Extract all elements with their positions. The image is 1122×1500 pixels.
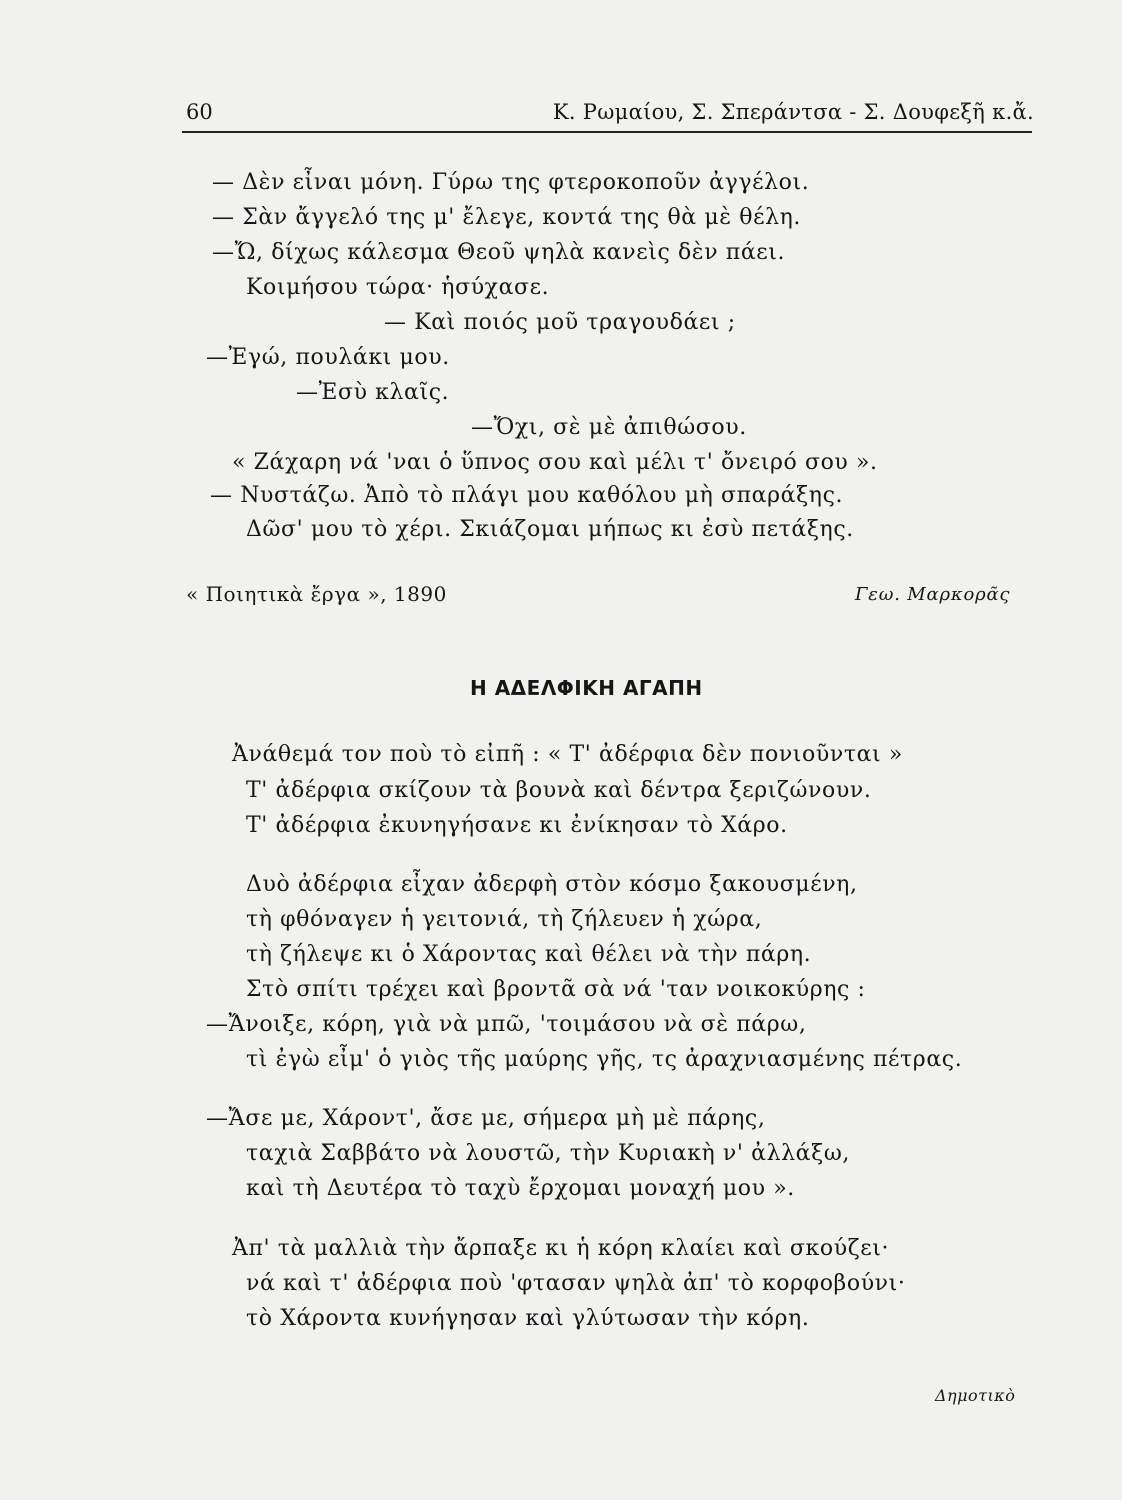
header-rule — [182, 131, 1032, 133]
poem2-line-3: Τ' ἀδέρφια ἐκυνηγήσανε κι ἐνίκησαν τὸ Χάρο. — [246, 813, 788, 838]
poem2-line-8: —Ἄνοιξε, κόρη, γιὰ νὰ μπῶ, 'τοιμάσου νὰ σὲ πάρω, — [206, 1012, 807, 1037]
poem2-line-11: ταχιὰ Σαββάτο νὰ λουστῶ, τὴν Κυριακὴ ν' ἀλλάξω, — [246, 1141, 850, 1166]
poem2-line-5: τὴ φθόναγεν ἡ γειτονιά, τὴ ζήλευεν ἡ χώρα, — [246, 907, 763, 932]
poem1-line-7: —Ἐσὺ κλαῖς. — [296, 380, 450, 405]
poem2-line-13: Ἀπ' τὰ μαλλιὰ τὴν ἄρπαξε κι ἡ κόρη κλαίει καὶ σκούζει· — [232, 1236, 890, 1261]
poem2-line-7: Στὸ σπίτι τρέχει καὶ βροντᾶ σὰ νά 'ταν νοικοκύρης : — [246, 977, 866, 1002]
poem1-author: Γεω. Μαρκορᾶς — [855, 584, 1011, 605]
poem2-line-14: νά καὶ τ' ἀδέρφια ποὺ 'φτασαν ψηλὰ ἀπ' τὸ κορφοβούνι· — [246, 1271, 906, 1296]
poem1-line-11: Δῶσ' μου τὸ χέρι. Σκιάζομαι μήπως κι ἐσὺ πετάξης. — [246, 517, 854, 542]
poem2-line-15: τὸ Χάροντα κυνήγησαν καὶ γλύτωσαν τὴν κόρη. — [246, 1306, 810, 1331]
poem1-line-10: — Νυστάζω. Ἀπὸ τὸ πλάγι μου καθόλου μὴ σπαράξης. — [210, 483, 844, 508]
page-number: 60 — [186, 100, 213, 124]
poem2-line-10: —Ἄσε με, Χάροντ', ἄσε με, σήμερα μὴ μὲ πάρης, — [206, 1106, 766, 1131]
poem2-line-4: Δυὸ ἀδέρφια εἶχαν ἀδερφὴ στὸν κόσμο ξακουσμένη, — [246, 872, 858, 897]
poem1-line-3: —Ὤ, δίχως κάλεσμα Θεοῦ ψηλὰ κανεὶς δὲν πάει. — [212, 240, 786, 265]
poem2-line-1: Ἀνάθεμά τον ποὺ τὸ εἰπῆ : « Τ' ἀδέρφια δὲν πονιοῦνται » — [232, 742, 903, 767]
poem2-title: Η ΑΔΕΛΦΙΚΗ ΑΓΑΠΗ — [470, 676, 703, 700]
poem1-line-6: —Ἐγώ, πουλάκι μου. — [206, 345, 450, 370]
page-header — [182, 100, 1034, 132]
poem1-line-5: — Καὶ ποιός μοῦ τραγουδάει ; — [384, 310, 736, 335]
poem1-line-8: —Ὄχι, σὲ μὲ ἀπιθώσου. — [471, 415, 747, 440]
poem1-line-1: — Δὲν εἶναι μόνη. Γύρω της φτεροκοποῦν ἀγγέλοι. — [212, 170, 810, 195]
poem2-line-9: τὶ ἐγὼ εἶμ' ὁ γιὸς τῆς μαύρης γῆς, τς ἀραχνιασμένης πέτρας. — [246, 1047, 963, 1072]
poem1-source: « Ποιητικὰ ἔργα », 1890 — [186, 582, 447, 606]
poem2-line-2: Τ' ἀδέρφια σκίζουν τὰ βουνὰ καὶ δέντρα ξεριζώνουν. — [246, 778, 872, 803]
poem2-line-12: καὶ τὴ Δευτέρα τὸ ταχὺ ἔρχομαι μοναχή μου ». — [246, 1176, 795, 1201]
poem1-line-9: « Ζάχαρη νά 'ναι ὁ ὕπνος σου καὶ μέλι τ' ὄνειρό σου ». — [232, 450, 878, 475]
running-head: Κ. Ρωμαίου, Σ. Σπεράντσα - Σ. Δουφεξῆ κ.ἄ. — [552, 100, 1034, 124]
poem1-line-2: — Σὰν ἄγγελό της μ' ἔλεγε, κοντά της θὰ μὲ θέλη. — [212, 205, 801, 230]
poem1-line-4: Κοιμήσου τώρα· ἡσύχασε. — [246, 275, 550, 300]
poem2-source: Δημοτικὸ — [935, 1386, 1016, 1405]
poem2-line-6: τὴ ζήλεψε κι ὁ Χάροντας καὶ θέλει νὰ τὴν πάρη. — [246, 942, 812, 967]
